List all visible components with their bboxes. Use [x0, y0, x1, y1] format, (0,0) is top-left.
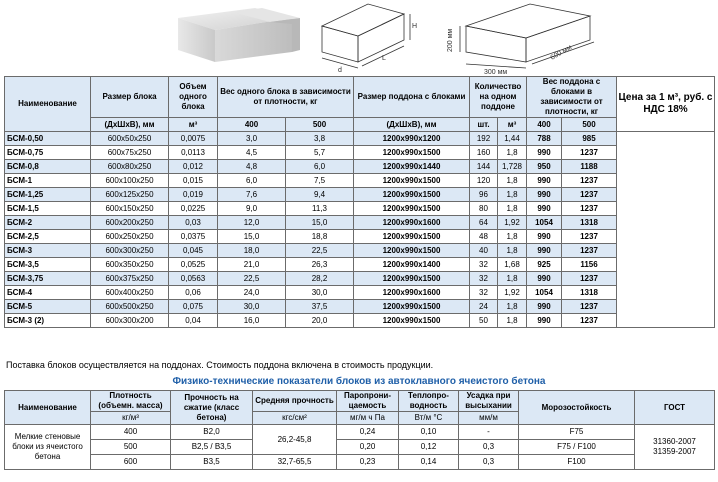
cell-m3: 1,92 — [498, 216, 527, 230]
cell-size: 600х75х250 — [91, 146, 169, 160]
cell-pcs: 32 — [470, 286, 498, 300]
spec-row — [5, 425, 715, 440]
delivery-note: Поставка блоков осуществляется на поддонах. Стоимость поддона включена в стоимость продукции. — [6, 360, 434, 370]
block-illustrations — [0, 0, 718, 76]
cell-vol: 0,0563 — [169, 272, 218, 286]
cell-pcs: 24 — [470, 300, 498, 314]
cell-vol: 0,019 — [169, 188, 218, 202]
cell-pcs: 192 — [470, 132, 498, 146]
cell-w400: 22,5 — [218, 272, 286, 286]
cell-w400: 15,0 — [218, 230, 286, 244]
dim-h-label: H — [412, 23, 418, 30]
spec-col-gost: ГОСТ — [635, 391, 715, 425]
cell-w500: 11,3 — [286, 202, 354, 216]
cell-w400: 3,0 — [218, 132, 286, 146]
spec-col-frost: Морозостойкость — [519, 391, 635, 425]
cell-pw400: 788 — [527, 132, 562, 146]
table-row — [5, 202, 715, 216]
spec-col-name: Наименование — [5, 391, 91, 425]
cell-pcs: 160 — [470, 146, 498, 160]
cell-pallet: 1200х990х1600 — [354, 286, 470, 300]
cell-w500: 22,5 — [286, 244, 354, 258]
cell-w500: 30,0 — [286, 286, 354, 300]
col-weight: Вес одного блока в зависимости от плотности, кг — [218, 77, 354, 118]
spec-density: 400 — [91, 425, 171, 440]
cell-pw500: 1237 — [562, 244, 617, 258]
col-size-unit: (ДхШхВ), мм — [91, 118, 169, 132]
cell-name: БСМ-0,75 — [5, 146, 91, 160]
table-row — [5, 146, 715, 160]
cell-m3: 1,8 — [498, 202, 527, 216]
table-row — [5, 132, 715, 146]
price-cell — [617, 132, 715, 328]
cell-pw500: 1237 — [562, 146, 617, 160]
cell-m3: 1,68 — [498, 258, 527, 272]
dim-d-label: d — [338, 67, 342, 74]
spec-thermal: 0,12 — [399, 440, 459, 455]
cell-name: БСМ-3 — [5, 244, 91, 258]
blocks-table-body — [5, 132, 715, 328]
cell-name: БСМ-0,50 — [5, 132, 91, 146]
cell-w400: 21,0 — [218, 258, 286, 272]
cell-pw400: 990 — [527, 244, 562, 258]
cell-name: БСМ-0,8 — [5, 160, 91, 174]
cell-pcs: 50 — [470, 314, 498, 328]
block-drawings — [0, 0, 718, 76]
cell-name: БСМ-2 — [5, 216, 91, 230]
cell-w400: 4,5 — [218, 146, 286, 160]
cell-pw500: 1237 — [562, 202, 617, 216]
dim-600-label: 600 мм — [549, 44, 574, 62]
cell-pw400: 950 — [527, 160, 562, 174]
cell-pcs: 80 — [470, 202, 498, 216]
cell-pw400: 990 — [527, 300, 562, 314]
cell-w400: 24,0 — [218, 286, 286, 300]
col-qty-m3: м³ — [498, 118, 527, 132]
spec-shrink: - — [459, 425, 519, 440]
spec-frost: F75 / F100 — [519, 440, 635, 455]
spec-col-thermal: Теплопро-водность — [399, 391, 459, 412]
cell-pallet: 1200х990х1500 — [354, 314, 470, 328]
spec-row — [5, 440, 715, 455]
cell-w500: 7,5 — [286, 174, 354, 188]
dim-300-label: 300 мм — [484, 69, 508, 76]
cell-vol: 0,06 — [169, 286, 218, 300]
cell-w500: 9,4 — [286, 188, 354, 202]
cell-pcs: 96 — [470, 188, 498, 202]
col-pallet-weight: Вес поддона с блоками в зависимости от плотности, кг — [527, 77, 617, 118]
spec-thermal: 0,10 — [399, 425, 459, 440]
table-row — [5, 258, 715, 272]
cell-pallet: 1200х990х1500 — [354, 202, 470, 216]
spec-density: 600 — [91, 455, 171, 470]
cell-vol: 0,0225 — [169, 202, 218, 216]
col-volume: Объем одного блока — [169, 77, 218, 118]
col-pallet-size: Размер поддона с блоками — [354, 77, 470, 118]
spec-avg-strength-1: 26,2-45,8 — [253, 425, 337, 455]
col-w400: 400 — [218, 118, 286, 132]
cell-size: 600х50х250 — [91, 132, 169, 146]
col-size: Размер блока — [91, 77, 169, 118]
spec-frost: F75 — [519, 425, 635, 440]
spec-strength: B3,5 — [171, 455, 253, 470]
cell-pw500: 1237 — [562, 174, 617, 188]
cell-pw400: 990 — [527, 272, 562, 286]
cell-pw400: 990 — [527, 188, 562, 202]
cell-pallet: 1200х990х1500 — [354, 146, 470, 160]
cell-vol: 0,0525 — [169, 258, 218, 272]
table-row — [5, 300, 715, 314]
col-pw500: 500 — [562, 118, 617, 132]
section2-title: Физико-технические показатели блоков из автоклавного ячеистого бетона — [172, 376, 546, 387]
spec-col-strength: Прочность на сжатие (класс бетона) — [171, 391, 253, 425]
cell-pallet: 1200х990х1500 — [354, 230, 470, 244]
cell-m3: 1,8 — [498, 174, 527, 188]
cell-pw500: 1237 — [562, 300, 617, 314]
cell-w500: 15,0 — [286, 216, 354, 230]
cell-m3: 1,8 — [498, 314, 527, 328]
spec-col-avg-strength-unit: кгс/см² — [253, 412, 337, 425]
blocks-table — [4, 76, 715, 328]
spec-col-avg-strength: Средняя прочность — [253, 391, 337, 412]
spec-vapor: 0,23 — [337, 455, 399, 470]
cell-w400: 12,0 — [218, 216, 286, 230]
spec-thermal: 0,14 — [399, 455, 459, 470]
spec-row — [5, 455, 715, 470]
cell-pallet: 1200х990х1500 — [354, 272, 470, 286]
cell-name: БСМ-3,75 — [5, 272, 91, 286]
cell-size: 600х375х250 — [91, 272, 169, 286]
spec-shrink: 0,3 — [459, 440, 519, 455]
cell-pcs: 144 — [470, 160, 498, 174]
cell-vol: 0,0075 — [169, 132, 218, 146]
cell-pallet: 1200х990х1440 — [354, 160, 470, 174]
cell-w500: 6,0 — [286, 160, 354, 174]
cell-pw500: 1156 — [562, 258, 617, 272]
cell-vol: 0,045 — [169, 244, 218, 258]
cell-pcs: 120 — [470, 174, 498, 188]
spec-col-vapor: Паропрони-цаемость — [337, 391, 399, 412]
spec-name-cell: Мелкие стеновые блоки из ячеистого бетона — [5, 425, 91, 470]
spec-strength: B2,0 — [171, 425, 253, 440]
spec-col-density-unit: кг/м³ — [91, 412, 171, 425]
spec-shrink: 0,3 — [459, 455, 519, 470]
cell-size: 600х500х250 — [91, 300, 169, 314]
cell-m3: 1,8 — [498, 188, 527, 202]
cell-m3: 1,8 — [498, 300, 527, 314]
col-volume-unit: м³ — [169, 118, 218, 132]
cell-w400: 18,0 — [218, 244, 286, 258]
cell-w400: 9,0 — [218, 202, 286, 216]
cell-pcs: 48 — [470, 230, 498, 244]
cell-size: 600х300х250 — [91, 244, 169, 258]
spec-gost-cell — [635, 425, 715, 470]
cell-pw500: 1318 — [562, 286, 617, 300]
cell-w500: 3,8 — [286, 132, 354, 146]
table-row — [5, 188, 715, 202]
cell-pw500: 1237 — [562, 272, 617, 286]
cell-w500: 37,5 — [286, 300, 354, 314]
cell-w400: 7,6 — [218, 188, 286, 202]
cell-pw500: 985 — [562, 132, 617, 146]
cell-pw400: 990 — [527, 230, 562, 244]
cell-pallet: 1200х990х1600 — [354, 216, 470, 230]
cell-w500: 18,8 — [286, 230, 354, 244]
cell-m3: 1,8 — [498, 230, 527, 244]
cell-pw500: 1237 — [562, 230, 617, 244]
cell-size: 600х400х250 — [91, 286, 169, 300]
gost-2: 31359-2007 — [653, 447, 696, 456]
cell-name: БСМ-5 — [5, 300, 91, 314]
cell-vol: 0,012 — [169, 160, 218, 174]
cell-pcs: 40 — [470, 244, 498, 258]
spec-col-vapor-unit: мг/м ч Па — [337, 412, 399, 425]
gost-1: 31360-2007 — [653, 437, 696, 446]
table-row — [5, 314, 715, 328]
dim-l-label: L — [382, 55, 386, 62]
spec-density: 500 — [91, 440, 171, 455]
col-name: Наименование — [5, 77, 91, 132]
cell-name: БСМ-4 — [5, 286, 91, 300]
cell-size: 600х350х250 — [91, 258, 169, 272]
cell-vol: 0,03 — [169, 216, 218, 230]
col-pw400: 400 — [527, 118, 562, 132]
cell-name: БСМ-1,5 — [5, 202, 91, 216]
cell-w400: 4,8 — [218, 160, 286, 174]
table-row — [5, 272, 715, 286]
cell-size: 600х200х250 — [91, 216, 169, 230]
cell-pcs: 32 — [470, 258, 498, 272]
cell-w400: 16,0 — [218, 314, 286, 328]
col-qty: Количество на одном поддоне — [470, 77, 527, 118]
cell-pcs: 32 — [470, 272, 498, 286]
cell-w500: 28,2 — [286, 272, 354, 286]
spec-vapor: 0,20 — [337, 440, 399, 455]
cell-pw400: 990 — [527, 202, 562, 216]
cell-pw500: 1237 — [562, 188, 617, 202]
cell-pallet: 1200х990х1500 — [354, 188, 470, 202]
cell-pallet: 1200х990х1500 — [354, 300, 470, 314]
cell-pallet: 1200х990х1400 — [354, 258, 470, 272]
cell-name: БСМ-1 — [5, 174, 91, 188]
cell-size: 600х300х200 — [91, 314, 169, 328]
cell-vol: 0,015 — [169, 174, 218, 188]
cell-name: БСМ-1,25 — [5, 188, 91, 202]
table-row — [5, 216, 715, 230]
spec-strength: B2,5 / B3,5 — [171, 440, 253, 455]
cell-pw400: 925 — [527, 258, 562, 272]
cell-w400: 30,0 — [218, 300, 286, 314]
col-qty-pcs: шт. — [470, 118, 498, 132]
cell-vol: 0,04 — [169, 314, 218, 328]
table-row — [5, 286, 715, 300]
cell-m3: 1,92 — [498, 286, 527, 300]
spec-avg-strength-2: 32,7-65,5 — [253, 455, 337, 470]
block-photo — [178, 8, 300, 62]
spec-col-thermal-unit: Вт/м °С — [399, 412, 459, 425]
table-row — [5, 174, 715, 188]
col-price: Цена за 1 м³, руб. с НДС 18% — [617, 77, 715, 132]
cell-size: 600х80х250 — [91, 160, 169, 174]
spec-col-shrink: Усадка при высыхании — [459, 391, 519, 412]
col-pallet-size-unit: (ДхШхВ), мм — [354, 118, 470, 132]
cell-pw500: 1188 — [562, 160, 617, 174]
table-row — [5, 160, 715, 174]
spec-vapor: 0,24 — [337, 425, 399, 440]
cell-w500: 5,7 — [286, 146, 354, 160]
cell-vol: 0,0113 — [169, 146, 218, 160]
cell-w400: 6,0 — [218, 174, 286, 188]
cell-pallet: 1200х990х1500 — [354, 174, 470, 188]
cell-size: 600х250х250 — [91, 230, 169, 244]
cell-pw500: 1237 — [562, 314, 617, 328]
block-dimension-drawing — [322, 4, 410, 68]
cell-name: БСМ-3,5 — [5, 258, 91, 272]
cell-size: 600х150х250 — [91, 202, 169, 216]
cell-name: БСМ-3 (2) — [5, 314, 91, 328]
cell-pcs: 64 — [470, 216, 498, 230]
cell-size: 600х125х250 — [91, 188, 169, 202]
table-row — [5, 244, 715, 258]
block-size-drawing — [460, 4, 594, 68]
cell-m3: 1,8 — [498, 244, 527, 258]
cell-pw400: 990 — [527, 314, 562, 328]
cell-w500: 20,0 — [286, 314, 354, 328]
spec-frost: F100 — [519, 455, 635, 470]
cell-vol: 0,075 — [169, 300, 218, 314]
cell-pallet: 1200х990х1500 — [354, 244, 470, 258]
cell-name: БСМ-2,5 — [5, 230, 91, 244]
cell-pallet: 1200х990х1200 — [354, 132, 470, 146]
cell-pw400: 990 — [527, 146, 562, 160]
cell-pw400: 1054 — [527, 286, 562, 300]
spec-col-shrink-unit: мм/м — [459, 412, 519, 425]
spec-col-density: Плотность (объемн. масса) — [91, 391, 171, 412]
cell-m3: 1,44 — [498, 132, 527, 146]
specs-table — [4, 390, 715, 470]
cell-pw400: 990 — [527, 174, 562, 188]
cell-pw500: 1318 — [562, 216, 617, 230]
table-row — [5, 230, 715, 244]
cell-size: 600х100х250 — [91, 174, 169, 188]
cell-m3: 1,8 — [498, 272, 527, 286]
cell-m3: 1,728 — [498, 160, 527, 174]
cell-pw400: 1054 — [527, 216, 562, 230]
col-w500: 500 — [286, 118, 354, 132]
cell-m3: 1,8 — [498, 146, 527, 160]
dim-200-label: 200 мм — [447, 28, 454, 52]
cell-vol: 0,0375 — [169, 230, 218, 244]
cell-w500: 26,3 — [286, 258, 354, 272]
